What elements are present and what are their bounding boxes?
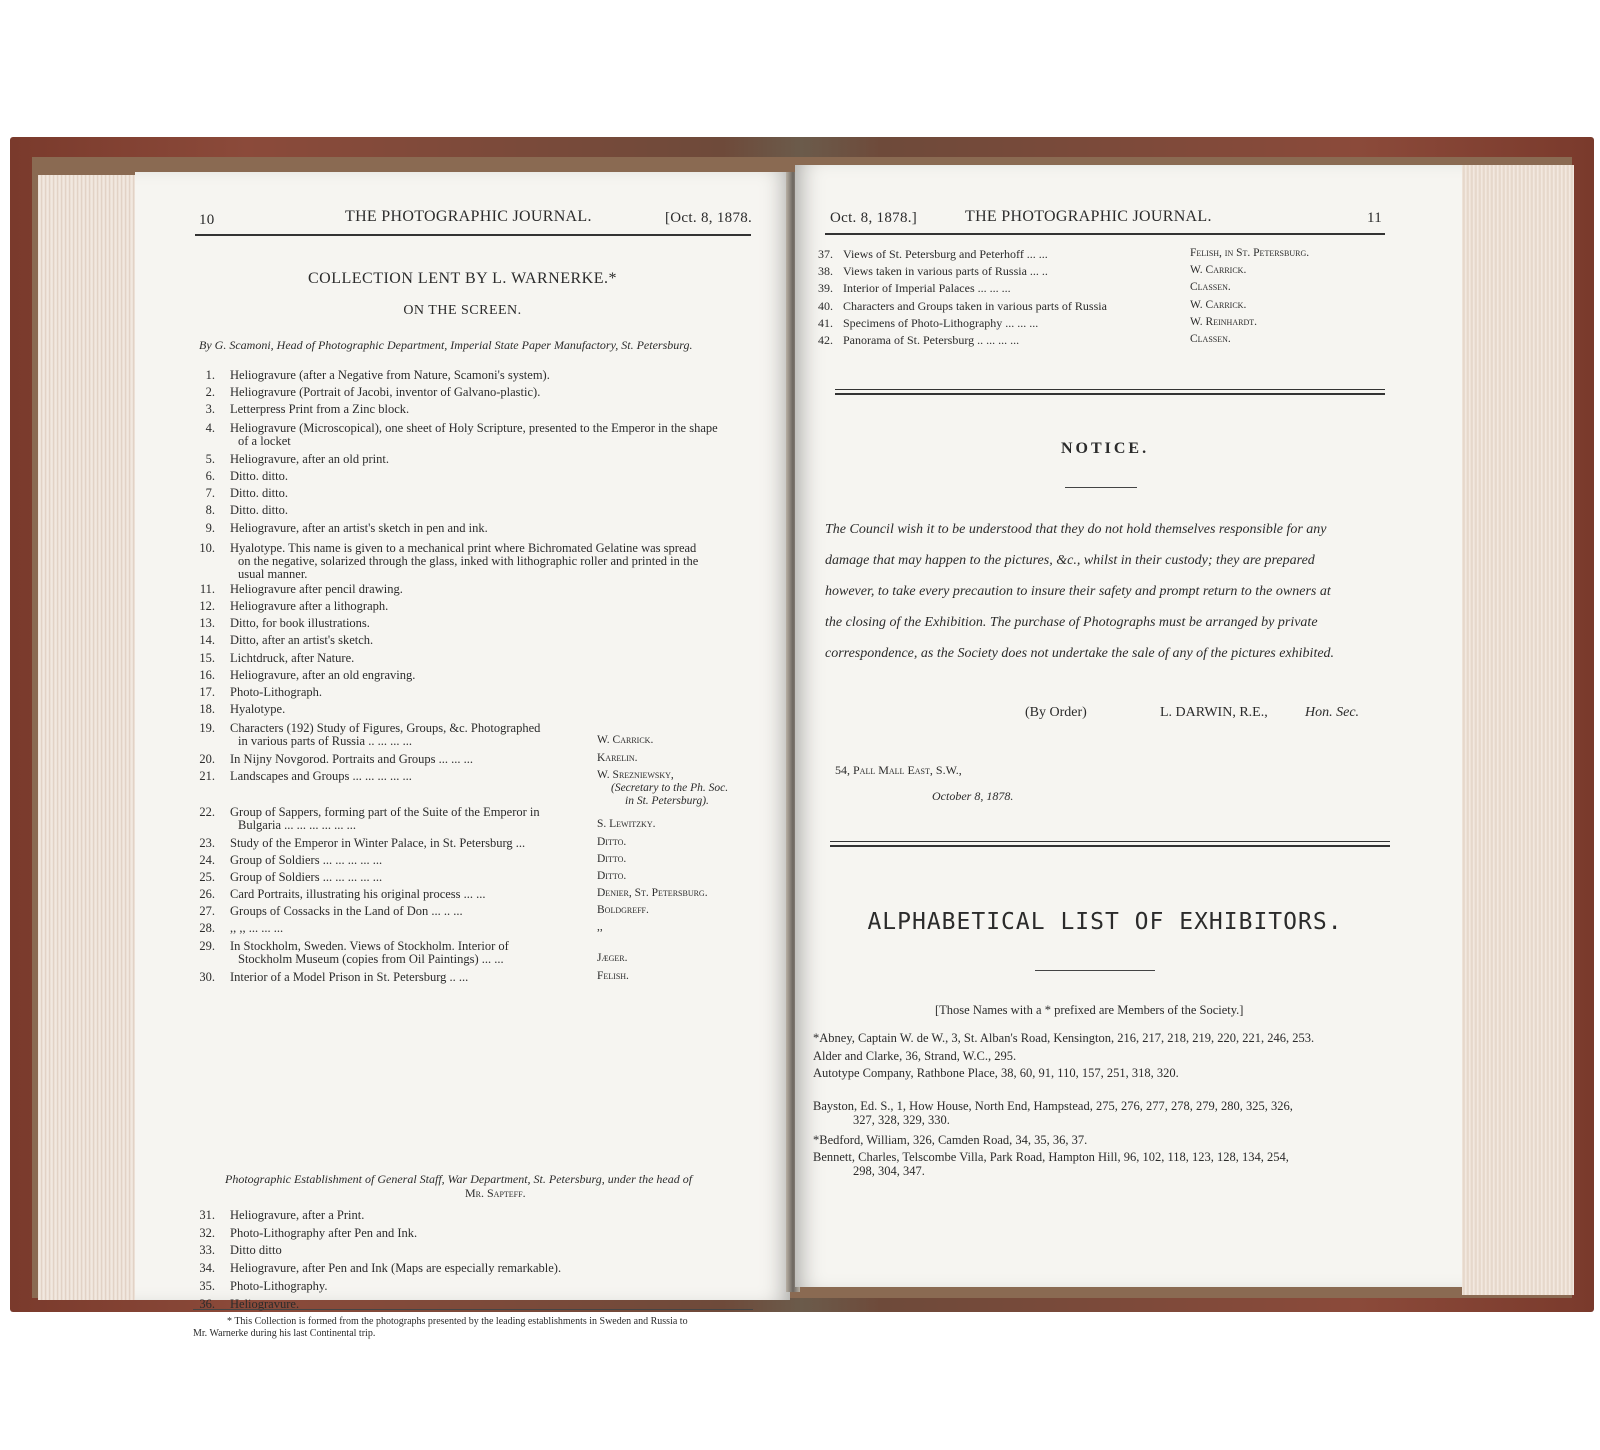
item-credit: Ditto. xyxy=(597,870,627,882)
exhibitor-entry: *Abney, Captain W. de W., 3, St. Alban's Road, Kensington, 216, 217, 218, 219, 220, 221, 246, 253. xyxy=(813,1031,1315,1045)
item-number: 39. xyxy=(818,281,833,295)
section-rule-2 xyxy=(830,841,1390,847)
item-text: Group of Sappers, forming part of the Suite of the Emperor in xyxy=(230,805,540,819)
item-text: Heliogravure, after Pen and Ink (Maps are especially remarkable). xyxy=(230,1261,562,1275)
item-credit: W. Srezniewsky, xyxy=(597,769,674,781)
signature-title: Hon. Sec. xyxy=(1305,705,1360,720)
notice-title: NOTICE. xyxy=(1060,440,1150,457)
item-credit: Felish. xyxy=(597,970,629,982)
item-text-cont: Stockholm Museum (copies from Oil Paintings) ... ... xyxy=(238,952,504,966)
section-rule xyxy=(835,389,1385,395)
item-text-cont: of a locket xyxy=(238,434,291,448)
item-credit: W. Carrick. xyxy=(597,734,654,746)
collection-heading: COLLECTION LENT BY L. WARNERKE.* xyxy=(307,270,617,287)
item-number: 42. xyxy=(818,333,833,347)
item-text: Heliogravure after pencil drawing. xyxy=(230,582,403,596)
item-number: 19. xyxy=(199,721,215,735)
notice-line: the closing of the Exhibition. The purchase of Photographs must be arranged by private xyxy=(825,615,1318,630)
item-number: 34. xyxy=(199,1261,215,1275)
item-text: Views taken in various parts of Russia ... .. xyxy=(843,264,1048,278)
item-number: 20. xyxy=(199,752,215,766)
item-text: Group of Soldiers ... ... ... ... ... xyxy=(230,853,383,867)
footnote: * This Collection is formed from the photographs presented by the leading establishments in Sweden and Russia to xyxy=(227,1316,688,1327)
item-text: Views of St. Petersburg and Peterhoff ... ... xyxy=(843,247,1048,261)
item-number: 18. xyxy=(199,702,215,716)
running-title: THE PHOTOGRAPHIC JOURNAL. xyxy=(345,208,592,225)
subheading: ON THE SCREEN. xyxy=(403,303,522,318)
item-number: 37. xyxy=(818,247,833,261)
item-number: 4. xyxy=(205,421,215,435)
footnote-rule xyxy=(193,1309,753,1310)
item-text: Heliogravure (Microscopical), one sheet of Holy Scripture, presented to the Emperor in the shape xyxy=(230,421,718,435)
item-number: 23. xyxy=(199,836,215,850)
address: 54, Pall Mall East, S.W., xyxy=(835,763,962,777)
notice-line: correspondence, as the Society does not undertake the sale of any of the pictures exhibited. xyxy=(825,646,1335,661)
item-text: Heliogravure (Portrait of Jacobi, inventor of Galvano-plastic). xyxy=(230,385,541,399)
item-text-cont: usual manner. xyxy=(238,567,308,581)
item-text: Letterpress Print from a Zinc block. xyxy=(230,402,410,416)
footnote-cont: Mr. Warnerke during his last Continental trip. xyxy=(193,1328,376,1339)
item-text: In Nijny Novgorod. Portraits and Groups ... ... ... xyxy=(230,752,474,766)
item-text: Ditto, after an artist's sketch. xyxy=(230,633,374,647)
by-order: (By Order) xyxy=(1025,705,1087,720)
item-credit: S. Lewitzky. xyxy=(597,818,656,830)
item-number: 17. xyxy=(199,685,215,699)
right-page xyxy=(795,165,1462,1287)
item-credit: Classen. xyxy=(1190,281,1231,293)
item-number: 24. xyxy=(199,853,215,867)
item-number: 10. xyxy=(199,541,215,555)
item-credit: Jæger. xyxy=(597,952,628,964)
item-text: Ditto, for book illustrations. xyxy=(230,616,370,630)
section2-head-name: Mr. Sapteff. xyxy=(465,1186,526,1200)
item-number: 12. xyxy=(199,599,215,613)
running-title: THE PHOTOGRAPHIC JOURNAL. xyxy=(965,208,1212,225)
notice-rule xyxy=(1065,487,1137,488)
page-edges-left xyxy=(38,175,138,1300)
item-text: Hyalotype. xyxy=(230,702,286,716)
item-number: 13. xyxy=(199,616,215,630)
header-rule xyxy=(825,233,1385,235)
item-credit: W. Reinhardt. xyxy=(1190,316,1257,328)
item-number: 15. xyxy=(199,651,215,665)
item-text: Study of the Emperor in Winter Palace, in St. Petersburg ... xyxy=(230,836,526,850)
exhibitor-entry: Autotype Company, Rathbone Place, 38, 60, 91, 110, 157, 251, 318, 320. xyxy=(813,1066,1179,1080)
item-text: Specimens of Photo-Lithography ... ... ... xyxy=(843,316,1039,330)
item-number: 38. xyxy=(818,264,833,278)
item-credit: Denier, St. Petersburg. xyxy=(597,887,708,899)
item-number: 7. xyxy=(205,486,215,500)
exhibitor-entry: Bayston, Ed. S., 1, How House, North End, Hampstead, 275, 276, 277, 278, 279, 280, 325, 326, xyxy=(813,1099,1293,1113)
item-text: Panorama of St. Petersburg .. ... ... ... xyxy=(843,333,1020,347)
section2-heading: Photographic Establishment of General Staff, War Department, St. Petersburg, under the head of xyxy=(225,1172,693,1186)
item-text: Hyalotype. This name is given to a mechanical print where Bichromated Gelatine was spread xyxy=(230,541,697,555)
item-text: Ditto. ditto. xyxy=(230,486,288,500)
item-text: Heliogravure. xyxy=(230,1297,300,1311)
signature: L. DARWIN, R.E., xyxy=(1160,705,1268,720)
item-number: 8. xyxy=(205,503,215,517)
item-number: 41. xyxy=(818,316,833,330)
item-number: 22. xyxy=(199,805,215,819)
exhibitors-rule xyxy=(1035,970,1155,971)
item-credit: ,, xyxy=(597,921,603,933)
item-number: 40. xyxy=(818,299,833,313)
item-text: Heliogravure, after an old engraving. xyxy=(230,668,416,682)
item-number: 14. xyxy=(199,633,215,647)
item-credit: W. Carrick. xyxy=(1190,299,1247,311)
item-text: Photo-Lithography. xyxy=(230,1279,328,1293)
item-text: Group of Soldiers ... ... ... ... ... xyxy=(230,870,383,884)
item-credit: Ditto. xyxy=(597,853,627,865)
header-rule xyxy=(195,234,751,236)
item-credit: Felish, in St. Petersburg. xyxy=(1190,247,1310,259)
item-text: Interior of a Model Prison in St. Petersburg .. ... xyxy=(230,970,469,984)
item-number: 36. xyxy=(199,1297,215,1311)
item-number: 21. xyxy=(199,769,215,783)
page-edges-right xyxy=(1462,165,1574,1295)
page-number: 10 xyxy=(199,212,215,228)
item-text: Heliogravure after a lithograph. xyxy=(230,599,389,613)
item-credit-cont: in St. Petersburg). xyxy=(625,795,709,807)
item-credit: Classen. xyxy=(1190,333,1231,345)
item-text: Groups of Cossacks in the Land of Don ... .. ... xyxy=(230,904,463,918)
item-text: ,, ,, ... ... ... xyxy=(230,921,284,935)
item-number: 26. xyxy=(199,887,215,901)
page-date: [Oct. 8, 1878. xyxy=(665,210,753,226)
notice-line: damage that may happen to the pictures, &c., whilst in their custody; they are prepared xyxy=(825,553,1315,568)
item-number: 9. xyxy=(205,521,215,535)
item-text: Heliogravure, after an old print. xyxy=(230,452,389,466)
item-text: Lichtdruck, after Nature. xyxy=(230,651,355,665)
item-number: 30. xyxy=(199,970,215,984)
item-credit: Karelin. xyxy=(597,752,638,764)
item-text: Characters (192) Study of Figures, Groups, &c. Photographed xyxy=(230,721,541,735)
item-number: 1. xyxy=(205,368,215,382)
item-number: 27. xyxy=(199,904,215,918)
item-number: 5. xyxy=(205,452,215,466)
page-number: 11 xyxy=(1367,210,1383,226)
exhibitor-entry: Alder and Clarke, 36, Strand, W.C., 295. xyxy=(813,1049,1017,1063)
item-text: Characters and Groups taken in various parts of Russia xyxy=(843,299,1107,313)
item-number: 3. xyxy=(205,402,215,416)
item-credit: W. Carrick. xyxy=(1190,264,1247,276)
item-text: Photo-Lithography after Pen and Ink. xyxy=(230,1226,418,1240)
exhibitor-entry-cont: 327, 328, 329, 330. xyxy=(853,1113,950,1127)
item-number: 25. xyxy=(199,870,215,884)
item-text-cont: in various parts of Russia .. ... ... ... xyxy=(238,734,412,748)
item-text: Ditto. ditto. xyxy=(230,469,288,483)
page-date: Oct. 8, 1878.] xyxy=(830,210,918,226)
item-text: Card Portraits, illustrating his original process ... ... xyxy=(230,887,486,901)
item-number: 11. xyxy=(199,582,215,596)
item-text-cont: Bulgaria ... ... ... ... ... ... xyxy=(238,818,357,832)
item-credit-cont: (Secretary to the Ph. Soc. xyxy=(611,782,729,794)
item-text: Ditto. ditto. xyxy=(230,503,288,517)
item-text: Heliogravure (after a Negative from Nature, Scamoni's system). xyxy=(230,368,550,382)
address-date: October 8, 1878. xyxy=(932,789,1014,803)
item-text: Heliogravure, after an artist's sketch in pen and ink. xyxy=(230,521,488,535)
item-credit: Ditto. xyxy=(597,836,627,848)
item-text: Photo-Lithograph. xyxy=(230,685,323,699)
item-number: 6. xyxy=(205,469,215,483)
item-text-cont: on the negative, solarized through the glass, inked with lithographic roller and printed in the xyxy=(238,554,699,568)
exhibitor-entry-cont: 298, 304, 347. xyxy=(853,1164,925,1178)
item-number: 29. xyxy=(199,939,215,953)
item-text: Heliogravure, after a Print. xyxy=(230,1208,365,1222)
item-number: 35. xyxy=(199,1279,215,1293)
left-page xyxy=(135,172,790,1339)
item-number: 33. xyxy=(199,1243,215,1257)
item-number: 16. xyxy=(199,668,215,682)
exhibitor-entry: *Bedford, William, 326, Camden Road, 34, 35, 36, 37. xyxy=(813,1133,1088,1147)
item-text: Landscapes and Groups ... ... ... ... ... xyxy=(230,769,412,783)
item-number: 32. xyxy=(199,1226,215,1240)
item-text: Interior of Imperial Palaces ... ... ... xyxy=(843,281,1011,295)
notice-line: however, to take every precaution to insure their safety and prompt return to the owners at xyxy=(825,584,1331,599)
exhibitor-entry: Bennett, Charles, Telscombe Villa, Park Road, Hampton Hill, 96, 102, 118, 123, 128, 134, 254, xyxy=(813,1150,1289,1164)
item-number: 28. xyxy=(199,921,215,935)
exhibitors-title: ALPHABETICAL LIST OF EXHIBITORS. xyxy=(867,909,1343,935)
byline: By G. Scamoni, Head of Photographic Department, Imperial State Paper Manufactory, St. Petersburg. xyxy=(199,338,693,352)
item-number: 31. xyxy=(199,1208,215,1222)
notice-line: The Council wish it to be understood that they do not hold themselves responsible for any xyxy=(825,522,1327,537)
item-text: Ditto ditto xyxy=(230,1243,282,1257)
item-number: 2. xyxy=(205,385,215,399)
item-credit: Boldgreff. xyxy=(597,904,649,916)
item-text: In Stockholm, Sweden. Views of Stockholm. Interior of xyxy=(230,939,509,953)
exhibitors-note: [Those Names with a * prefixed are Members of the Society.] xyxy=(935,1003,1244,1017)
